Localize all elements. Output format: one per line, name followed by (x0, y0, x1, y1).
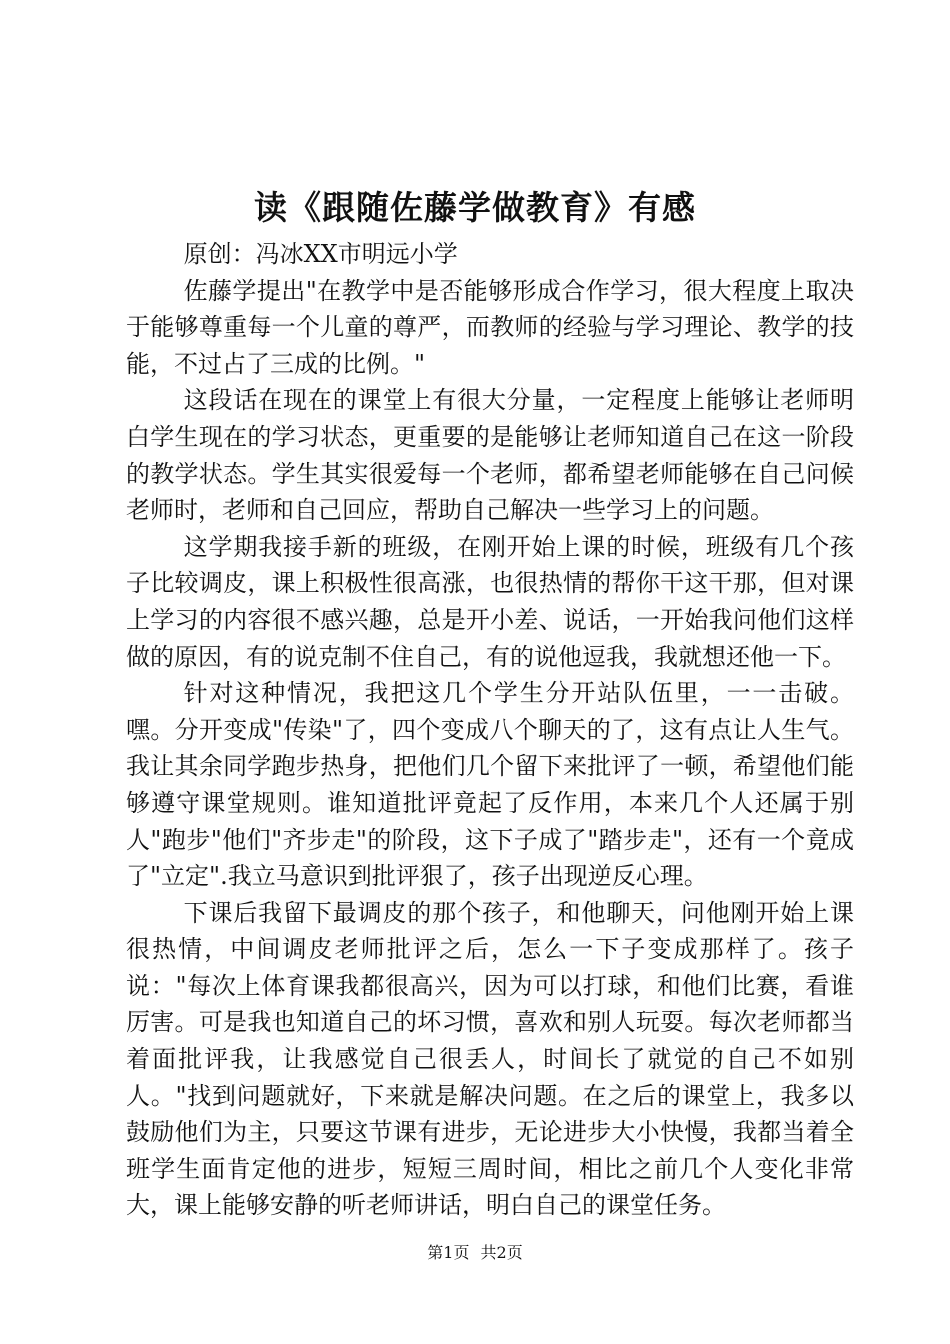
document-title: 读《跟随佐藤学做教育》有感 (254, 188, 696, 227)
page-number-total: 共2页 (480, 1243, 523, 1262)
document-body (126, 236, 854, 1224)
page-number-current: 第1页 (427, 1243, 470, 1262)
byline: 原创：冯冰XX市明远小学 (183, 240, 458, 268)
paragraph: 针对这种情况，我把这几个学生分开站队伍里，一一击破。嘿。分开变成"传染"了，四个变成八个聊天的了，这有点让人生气。我让其余同学跑步热身，把他们几个留下来批评了一顿，希望他们能够遵守课堂规则。谁知道批评竟起了反作用，本来几个人还属于别人"跑步"他们"齐步走"的阶段，这下子成了"踏步走"，还有一个竟成了"立定".我立马意识到批评狠了，孩子出现逆反心理。 (126, 679, 854, 891)
page-footer (0, 1242, 950, 1264)
paragraph: 佐藤学提出"在教学中是否能够形成合作学习，很大程度上取决于能够尊重每一个儿童的尊严，而教师的经验与学习理论、教学的技能，不过占了三成的比例。" (126, 276, 854, 378)
paragraph: 下课后我留下最调皮的那个孩子，和他聊天，问他刚开始上课很热情，中间调皮老师批评之后，怎么一下子变成那样了。孩子说："每次上体育课我都很高兴，因为可以打球，和他们比赛，看谁厉害。可是我也知道自己的坏习惯，喜欢和别人玩耍。每次老师都当着面批评我，让我感觉自己很丢人，时间长了就觉的自己不如别人。"找到问题就好，下来就是解决问题。在之后的课堂上，我多以鼓励他们为主，只要这节课有进步，无论进步大小快慢，我都当着全班学生面肯定他的进步，短短三周时间，相比之前几个人变化非常大，课上能够安静的听老师讲话，明白自己的课堂任务。 (126, 898, 854, 1220)
paragraph: 这学期我接手新的班级，在刚开始上课的时候，班级有几个孩子比较调皮，课上积极性很高涨，也很热情的帮你干这干那，但对课上学习的内容很不感兴趣，总是开小差、说话，一开始我问他们这样做的原因，有的说克制不住自己，有的说他逗我，我就想还他一下。 (126, 532, 854, 671)
paragraph: 这段话在现在的课堂上有很大分量，一定程度上能够让老师明白学生现在的学习状态，更重要的是能够让老师知道自己在这一阶段的教学状态。学生其实很爱每一个老师，都希望老师能够在自己问候老师时，老师和自己回应，帮助自己解决一些学习上的问题。 (126, 386, 854, 525)
